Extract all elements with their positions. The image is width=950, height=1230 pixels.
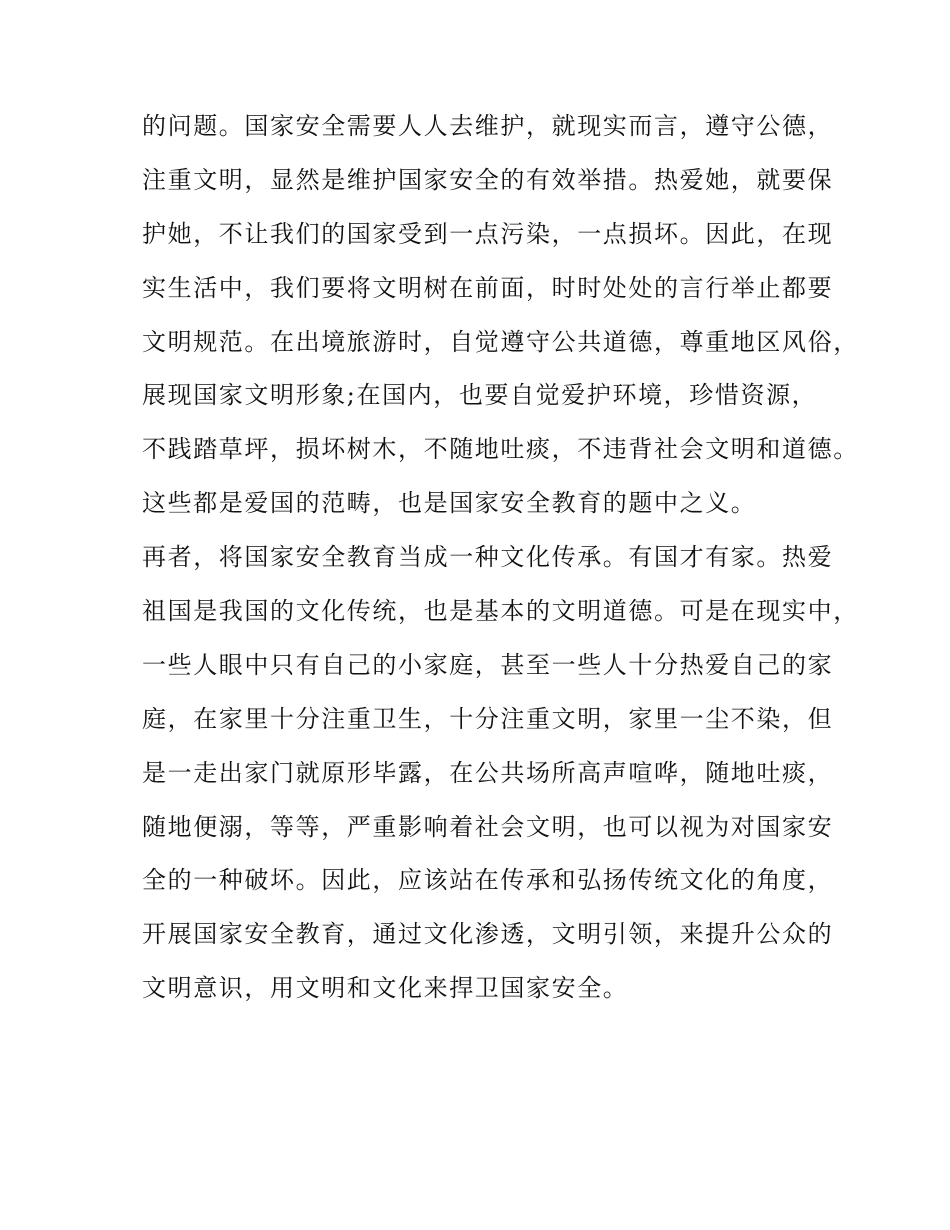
text-line: 实生活中，我们要将文明树在前面，时时处处的言行举止都要 [142, 273, 834, 302]
text-line: 随地便溺，等等，严重影响着社会文明，也可以视为对国家安 [142, 812, 834, 841]
text-line: 庭，在家里十分注重卫生，十分注重文明，家里一尘不染，但 [142, 704, 834, 733]
text-line: 一些人眼中只有自己的小家庭，甚至一些人十分热爱自己的家 [142, 650, 834, 679]
text-line: 的问题。国家安全需要人人去维护，就现实而言，遵守公德， [142, 112, 834, 140]
text-line: 开展国家安全教育，通过文化渗透，文明引领，来提升公众的 [142, 920, 834, 949]
text-line: 展现国家文明形象;在国内，也要自觉爱护环境，珍惜资源， [142, 381, 818, 410]
body-text [142, 103, 859, 1019]
text-line: 再者，将国家安全教育当成一种文化传承。有国才有家。热爱 [142, 543, 834, 572]
text-line: 不践踏草坪，损坏树木，不随地吐痰，不违背社会文明和道德。 [142, 435, 859, 464]
text-line: 注重文明，显然是维护国家安全的有效举措。热爱她，就要保 [142, 165, 834, 194]
text-line: 护她，不让我们的国家受到一点污染，一点损坏。因此，在现 [142, 219, 834, 248]
text-line: 文明意识，用文明和文化来捍卫国家安全。 [142, 974, 629, 1003]
text-line: 是一走出家门就原形毕露，在公共场所高声喧哗，随地吐痰， [142, 758, 834, 787]
text-line: 全的一种破坏。因此，应该站在传承和弘扬传统文化的角度， [142, 866, 834, 895]
text-line: 这些都是爱国的范畴，也是国家安全教育的题中之义。 [142, 489, 757, 518]
text-line: 文明规范。在出境旅游时，自觉遵守公共道德，尊重地区风俗， [142, 327, 859, 356]
text-line: 祖国是我国的文化传统，也是基本的文明道德。可是在现实中， [142, 597, 859, 626]
